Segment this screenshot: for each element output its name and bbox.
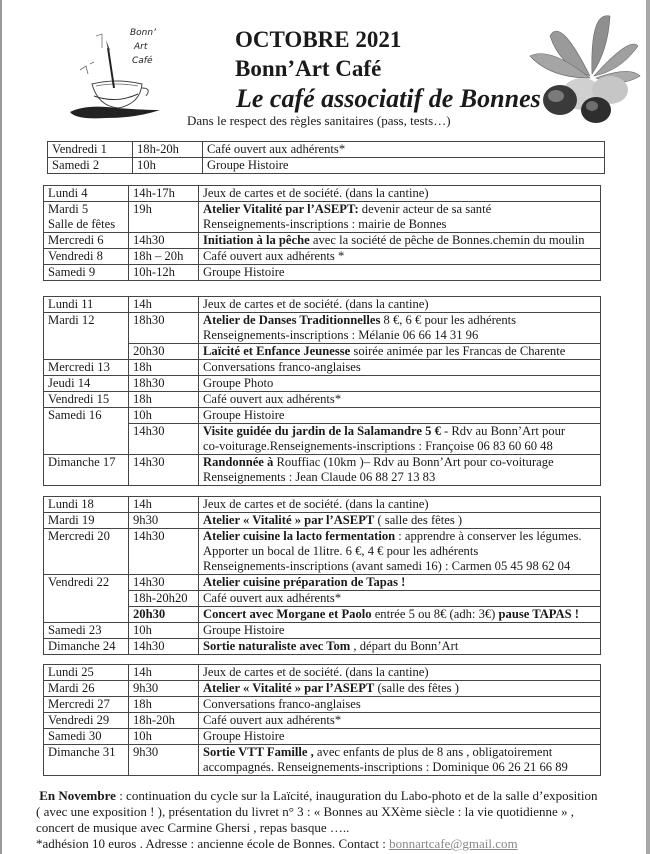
event-cell [199,607,601,623]
logo-text-art: Art [134,42,148,52]
event-cell [199,745,601,776]
time-cell: 10h [129,408,199,424]
event-title: Concert avec Morgane et Paolo [203,607,372,621]
event-detail: avec enfants de plus de 8 ans , obligatoirement [313,745,553,759]
november-text-line3: concert de musique avec Carmine Ghersi , repas basque ….. [36,820,350,835]
event-cell [199,313,601,344]
logo-text-cafe: Café [132,56,153,66]
table-row [44,575,601,591]
event-cell: Café ouvert aux adhérents* [199,713,601,729]
event-cell: Jeux de cartes et de société. (dans la cantine) [199,665,601,681]
time-cell: 14h [129,297,199,313]
event-cell: Café ouvert aux adhérents * [199,249,601,265]
event-info: co-voiturage.Renseignements-inscriptions : Françoise 06 83 60 60 48 [203,439,553,453]
coffee-cup-paintbrush-logo-icon [66,26,166,126]
time-cell: 14h30 [129,639,199,655]
table-row [44,681,601,697]
event-cell: Jeux de cartes et de société. (dans la cantine) [199,186,601,202]
event-info: Apporter un bocal de 1litre. 6 €, 4 € pour les adhérents [203,544,479,558]
table-row [44,607,601,623]
table-row [48,158,605,174]
page-border-left [0,0,2,854]
time-cell: 18h-20h20 [129,591,199,607]
time-cell: 18h-20h [129,713,199,729]
day-cell: Samedi 9 [44,265,129,281]
table-row [44,591,601,607]
table-row [44,697,601,713]
event-detail: soirée animée par les Francas de Charente [350,344,566,358]
schedule-week-3 [43,296,601,486]
event-cell: Café ouvert aux adhérents* [203,142,605,158]
event-title: Atelier « Vitalité » par l’ASEPT [203,513,375,527]
event-title: Sortie VTT Famille , [203,745,314,759]
day-cell: Vendredi 15 [44,392,129,408]
event-cell: Café ouvert aux adhérents* [199,591,601,607]
event-cell [199,202,601,233]
table-row [44,186,601,202]
event-cell [199,424,601,455]
day-cell: Lundi 18 [44,497,129,513]
event-cell: Groupe Histoire [199,408,601,424]
event-cell [199,513,601,529]
day-cell: Lundi 4 [44,186,129,202]
day-cell [44,344,129,360]
event-detail: 8 €, 6 € pour les adhérents [380,313,517,327]
event-highlight: pause TAPAS ! [498,607,579,621]
event-title: Atelier cuisine la lacto fermentation [203,529,396,543]
event-detail: (salle des fêtes ) [374,681,459,695]
time-cell: 14h-17h [129,186,199,202]
time-cell: 14h30 [129,529,199,575]
day-cell: Samedi 2 [48,158,133,174]
event-cell: Conversations franco-anglaises [199,697,601,713]
day-cell: Mardi 12 [44,313,129,344]
schedule-week-1 [47,141,605,174]
table-row [44,745,601,776]
table-row [44,313,601,344]
table-row [44,360,601,376]
table-row [44,729,601,745]
table-row [44,408,601,424]
event-detail: ( salle des fêtes ) [374,513,463,527]
event-detail: devenir acteur de sa santé [358,202,492,216]
table-row [44,665,601,681]
time-cell: 18h [129,697,199,713]
day-cell [44,202,129,233]
table-row [44,623,601,639]
day-cell: Dimanche 31 [44,745,129,776]
event-detail: - Rdv au Bonn’Art pour [440,424,566,438]
time-cell: 18h30 [129,313,199,344]
table-row [44,344,601,360]
table-row [44,529,601,575]
table-row [44,513,601,529]
event-cell: Atelier cuisine préparation de Tapas ! [199,575,601,591]
time-cell: 10h [133,158,203,174]
day-label: Mardi 5 [48,202,89,216]
event-title: Randonnée à [203,455,274,469]
table-row [44,297,601,313]
time-cell: 18h [129,392,199,408]
day-cell: Dimanche 17 [44,455,129,486]
event-info: Renseignements-inscriptions (avant samedi 16) : Carmen 05 45 98 62 04 [203,559,571,573]
day-cell: Mercredi 13 [44,360,129,376]
time-cell: 14h30 [129,424,199,455]
event-title: Initiation à la pêche [203,233,310,247]
time-cell: 14h30 [129,233,199,249]
time-cell: 10h-12h [129,265,199,281]
event-cell: Jeux de cartes et de société. (dans la cantine) [199,497,601,513]
time-cell: 10h [129,623,199,639]
event-cell [199,681,601,697]
time-cell: 18h – 20h [129,249,199,265]
day-cell: Samedi 30 [44,729,129,745]
day-cell: Dimanche 24 [44,639,129,655]
day-cell: Vendredi 29 [44,713,129,729]
event-title: Atelier « Vitalité » par l’ASEPT [203,681,375,695]
event-title: Atelier de Danses Traditionnelles [203,313,381,327]
day-cell: Vendredi 22 [44,575,129,591]
day-cell [44,424,129,455]
event-cell: Conversations franco-anglaises [199,360,601,376]
time-cell: 18h30 [129,376,199,392]
event-info: Renseignements-inscriptions : Mélanie 06 66 14 31 96 [203,328,479,342]
time-cell: 14h30 [129,455,199,486]
time-cell: 9h30 [129,513,199,529]
tagline: Le café associatif de Bonnes [236,84,541,113]
day-cell: Mercredi 20 [44,529,129,575]
time-cell: 19h [129,202,199,233]
event-cell [199,455,601,486]
table-row [48,142,605,158]
table-row [44,249,601,265]
cafe-name: Bonn’Art Café [235,56,382,81]
day-cell [44,591,129,607]
table-row [44,424,601,455]
table-row [44,233,601,249]
page-border-right [646,0,650,854]
contact-email-link[interactable]: bonnartcafe@gmail.com [389,836,518,851]
day-cell: Mercredi 27 [44,697,129,713]
time-cell: 14h [129,665,199,681]
event-title: Sortie naturaliste avec Tom [203,639,351,653]
event-detail: avec la société de pêche de Bonnes.chemin du moulin [309,233,585,247]
time-cell: 20h30 [129,607,199,623]
event-cell [199,233,601,249]
time-cell: 9h30 [129,681,199,697]
day-cell: Mercredi 6 [44,233,129,249]
time-cell: 10h [129,729,199,745]
logo-text-bonn: Bonn’ [130,28,156,38]
november-label: En Novembre [39,788,116,803]
event-cell [199,529,601,575]
november-text: : continuation du cycle sur la Laïcité, inauguration du Labo-photo et de la salle d’exposition [115,788,598,803]
page-title: OCTOBRE 2021 [235,27,402,52]
day-cell: Vendredi 8 [44,249,129,265]
schedule-week-5 [43,664,601,776]
november-announcement [36,788,636,804]
membership-text: *adhésion 10 euros . Adresse : ancienne école de Bonnes. Contact : [36,836,390,851]
event-detail: , départ du Bonn’Art [350,639,459,653]
event-cell: Groupe Histoire [199,729,601,745]
sanitary-notice: Dans le respect des règles sanitaires (pass, tests…) [187,113,451,128]
event-cell: Jeux de cartes et de société. (dans la cantine) [199,297,601,313]
event-title: Atelier Vitalité par l’ASEPT: [203,202,359,216]
event-cell: Groupe Photo [199,376,601,392]
day-cell: Lundi 25 [44,665,129,681]
membership-info [36,836,636,852]
schedule-week-2 [43,185,601,281]
time-cell: 18h [129,360,199,376]
event-detail: entrée 5 ou 8€ (adh: 3€) [371,607,499,621]
table-row [44,639,601,655]
event-title: Laïcité et Enfance Jeunesse [203,344,351,358]
day-cell: Samedi 23 [44,623,129,639]
event-detail: Rouffiac (10km )– Rdv au Bonn’Art pour co-voiturage [273,455,554,469]
time-cell: 14h [129,497,199,513]
cafe-logo [66,26,166,126]
day-cell: Jeudi 14 [44,376,129,392]
table-row [44,376,601,392]
time-cell: 9h30 [129,745,199,776]
event-cell: Café ouvert aux adhérents* [199,392,601,408]
day-cell: Lundi 11 [44,297,129,313]
time-cell: 18h-20h [133,142,203,158]
event-cell [199,344,601,360]
day-cell [44,607,129,623]
table-row [44,455,601,486]
day-cell: Mardi 19 [44,513,129,529]
day-cell: Mardi 26 [44,681,129,697]
table-row [44,265,601,281]
table-row [44,392,601,408]
event-info: accompagnés. Renseignements-inscriptions : Dominique 06 26 21 66 89 [203,760,568,774]
event-info: Renseignements : Jean Claude 06 88 27 13 83 [203,470,436,484]
table-row [44,202,601,233]
day-cell: Samedi 16 [44,408,129,424]
table-row [44,713,601,729]
footer-notes [36,788,636,852]
event-cell: Groupe Histoire [199,265,601,281]
time-cell: 14h30 [129,575,199,591]
event-cell [199,639,601,655]
event-info: Renseignements-inscriptions : mairie de Bonnes [203,217,447,231]
table-row [44,497,601,513]
time-cell: 20h30 [129,344,199,360]
event-cell: Groupe Histoire [199,623,601,639]
event-detail: : apprendre à conserver les légumes. [395,529,582,543]
location-label: Salle de fêtes [48,217,116,231]
event-title: Visite guidée du jardin de la Salamandre 5 € [203,424,441,438]
day-cell: Vendredi 1 [48,142,133,158]
schedule-week-4 [43,496,601,655]
event-cell: Groupe Histoire [203,158,605,174]
november-text-line2: ( avec une exposition ! ), présentation du livret n° 3 : « Bonnes au XXème siècle : la vie quotidienne » , [36,804,575,819]
